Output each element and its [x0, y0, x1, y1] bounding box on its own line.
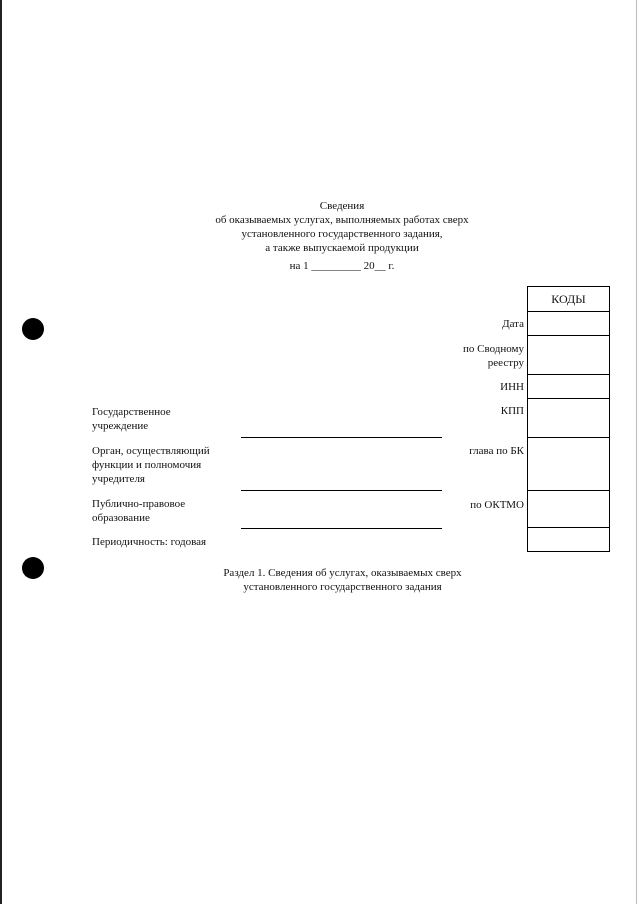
- page-left-edge: [0, 0, 2, 904]
- report-date-line: на 1 _________ 20__ г.: [289, 260, 395, 272]
- label-kpp: КПП: [500, 405, 524, 417]
- title-line-2: об оказываемых услугах, выполняемых работах сверх: [215, 214, 469, 226]
- code-cell-inn[interactable]: [528, 375, 609, 399]
- public-entity-fill-line[interactable]: [241, 528, 442, 529]
- section-title-line-1: Раздел 1. Сведения об услугах, оказываемых сверх: [223, 567, 462, 579]
- document-title: [186, 199, 498, 255]
- founder-body-fill-line[interactable]: [241, 490, 442, 491]
- label-oktmo: по ОКТМО: [470, 499, 524, 511]
- page-right-edge: [636, 0, 637, 904]
- institution-fill-line[interactable]: [241, 437, 442, 438]
- label-periodicity: Периодичность: годовая: [92, 536, 207, 548]
- title-line-4: а также выпускаемой продукции: [265, 242, 419, 254]
- code-cell-periodicity[interactable]: [528, 528, 609, 552]
- label-public-entity: Публично-правовое образование: [92, 498, 186, 524]
- label-bk-chapter: глава по БК: [469, 445, 524, 457]
- code-cell-oktmo[interactable]: [528, 491, 609, 528]
- code-cell-register[interactable]: [528, 336, 609, 375]
- label-founder-body: Орган, осуществляющий функции и полномочия учредителя: [92, 445, 210, 485]
- label-register: по Сводному реестру: [462, 343, 524, 369]
- section-title-line-2: установленного государственного задания: [243, 581, 442, 593]
- code-cell-date[interactable]: [528, 312, 609, 336]
- codes-header: КОДЫ: [528, 287, 609, 312]
- label-date: Дата: [502, 318, 524, 330]
- section-1-title: [200, 566, 485, 594]
- label-inn: ИНН: [500, 381, 524, 393]
- codes-table: [527, 286, 610, 552]
- punch-hole-bottom: [22, 557, 44, 579]
- punch-hole-top: [22, 318, 44, 340]
- code-cell-kpp[interactable]: [528, 399, 609, 438]
- code-cell-bk-chapter[interactable]: [528, 438, 609, 491]
- title-line-1: Сведения: [319, 200, 365, 212]
- label-institution: Государственное учреждение: [92, 406, 171, 432]
- title-line-3: установленного государственного задания,: [241, 228, 443, 240]
